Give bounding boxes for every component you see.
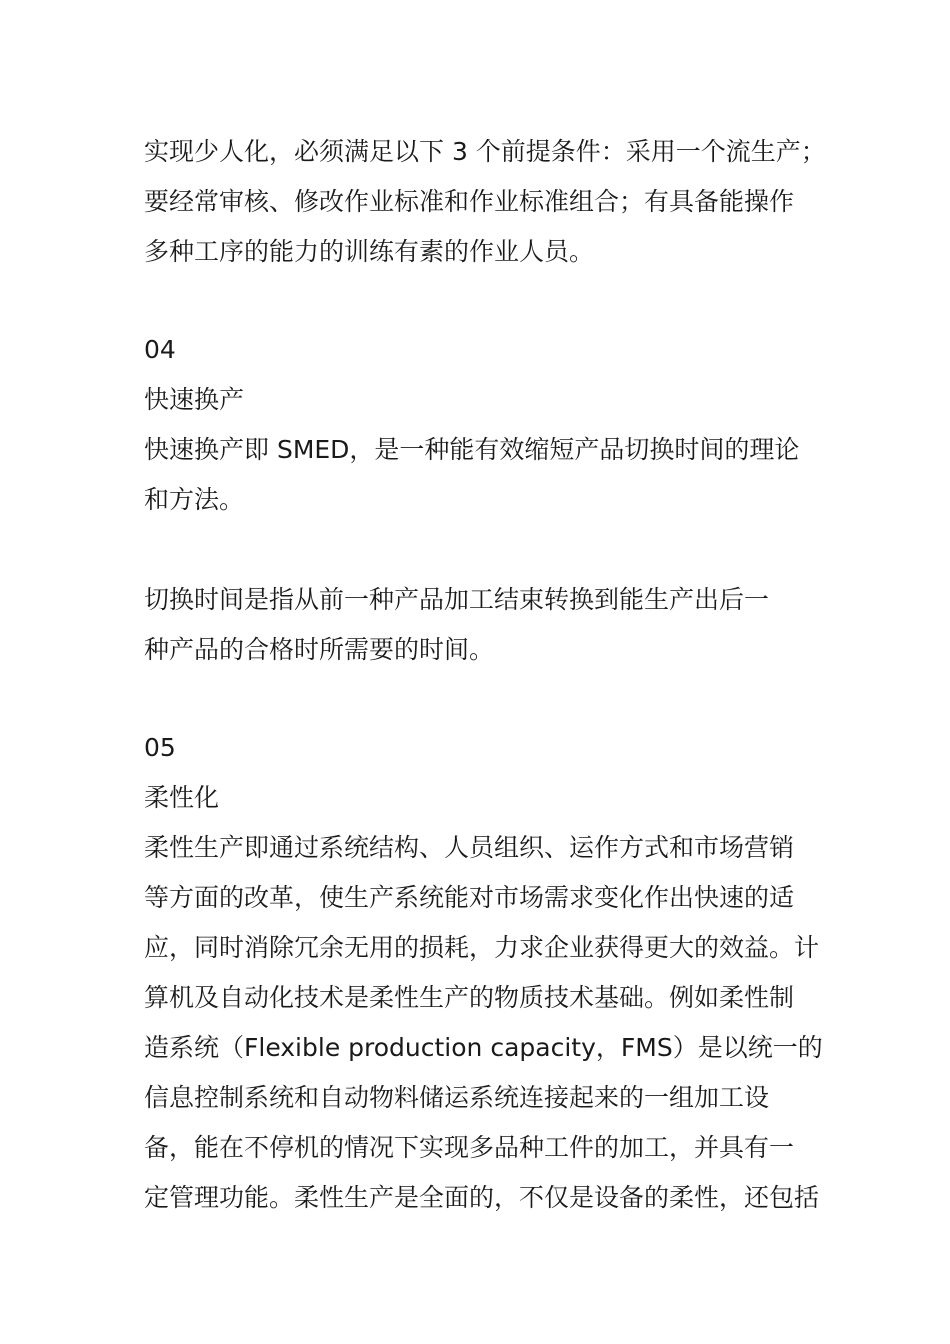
section-04-paragraph-2	[144, 575, 814, 675]
section-04-number	[144, 325, 814, 375]
section-05-number	[144, 723, 814, 773]
section-title: 柔性化	[144, 783, 220, 812]
paragraph-line: 和方法。	[144, 485, 245, 514]
paragraph-line: 快速换产即 SMED，是一种能有效缩短产品切换时间的理论	[144, 435, 800, 464]
paragraph-line: 种产品的合格时所需要的时间。	[144, 635, 495, 664]
section-number: 04	[144, 335, 176, 364]
intro-line-3: 多种工序的能力的训练有素的作业人员。	[144, 237, 595, 266]
intro-line-2: 要经常审核、修改作业标准和作业标准组合；有具备能操作	[144, 187, 795, 216]
section-title: 快速换产	[144, 385, 245, 414]
paragraph-line: 算机及自动化技术是柔性生产的物质技术基础。例如柔性制	[144, 983, 795, 1012]
paragraph-line: 造系统（Flexible production capacity，FMS）是以统一的	[144, 1033, 823, 1062]
section-04-title	[144, 375, 814, 425]
section-number: 05	[144, 733, 176, 762]
paragraph-line: 定管理功能。柔性生产是全面的，不仅是设备的柔性，还包括	[144, 1183, 820, 1212]
paragraph-line: 备，能在不停机的情况下实现多品种工件的加工，并具有一	[144, 1133, 795, 1162]
intro-paragraph	[144, 127, 826, 277]
paragraph-line: 柔性生产即通过系统结构、人员组织、运作方式和市场营销	[144, 833, 795, 862]
section-05-paragraph-1	[144, 823, 823, 1223]
section-05-title	[144, 773, 814, 823]
paragraph-line: 切换时间是指从前一种产品加工结束转换到能生产出后一	[144, 585, 770, 614]
paragraph-line: 等方面的改革，使生产系统能对市场需求变化作出快速的适	[144, 883, 795, 912]
section-04-paragraph-1	[144, 425, 814, 525]
intro-line-1: 实现少人化，必须满足以下 3 个前提条件：采用一个流生产；	[144, 137, 826, 166]
paragraph-line: 信息控制系统和自动物料储运系统连接起来的一组加工设	[144, 1083, 770, 1112]
paragraph-line: 应，同时消除冗余无用的损耗，力求企业获得更大的效益。计	[144, 933, 820, 962]
